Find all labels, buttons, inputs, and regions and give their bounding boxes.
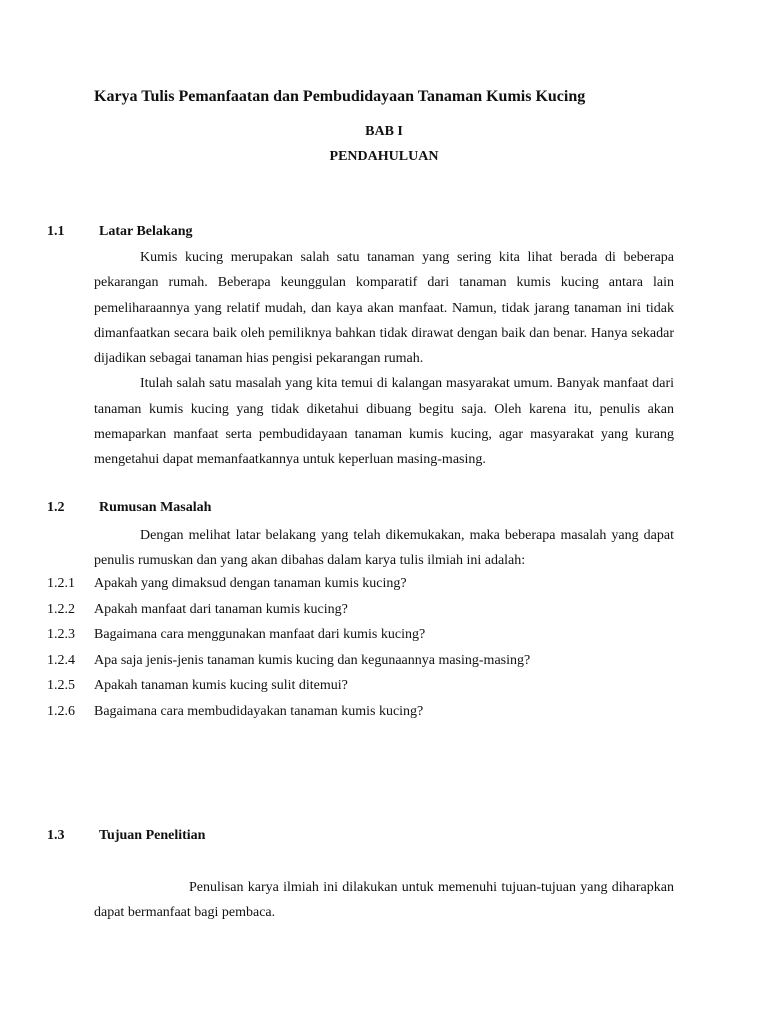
list-item bbox=[47, 627, 530, 653]
list-item-number: 1.2.4 bbox=[47, 652, 75, 668]
list-item-text: Apakah manfaat dari tanaman kumis kucing? bbox=[94, 601, 348, 617]
section-title: Rumusan Masalah bbox=[99, 500, 212, 515]
list-item-text: Bagaimana cara membudidayakan tanaman kumis kucing? bbox=[94, 703, 424, 719]
section-body bbox=[94, 523, 674, 574]
problem-list bbox=[47, 576, 530, 730]
document-title: Karya Tulis Pemanfaatan dan Pembudidayaan Tanaman Kumis Kucing bbox=[94, 88, 586, 105]
list-item bbox=[47, 576, 530, 602]
paragraph: Itulah salah satu masalah yang kita temui di kalangan masyarakat umum. Banyak manfaat dari tanaman kumis kucing yang tidak diketahui dibuang begitu saja. Oleh karena itu, penulis akan memaparkan manfaat serta pembudidayaan tanaman kumis kucing, agar masyarakat yang kurang mengetahui dapat memanfaatkannya untuk keperluan masing-masing. bbox=[94, 376, 674, 468]
section-number: 1.3 bbox=[47, 828, 65, 843]
chapter-number: BAB I bbox=[365, 124, 403, 139]
list-item-number: 1.2.3 bbox=[47, 627, 75, 643]
paragraph: Kumis kucing merupakan salah satu tanaman yang sering kita lihat berada di beberapa pekarangan rumah. Beberapa keunggulan komparatif dari tanaman kumis kucing antara lain pemeliharaannya yang relatif mudah, dan kaya akan manfaat. Namun, tidak jarang tanaman ini tidak dimanfaatkan secara baik oleh pemiliknya bahkan tidak dirawat dengan baik dan benar. Hanya sekadar dijadikan sebagai tanaman hias pengisi pekarangan rumah. bbox=[94, 250, 674, 367]
list-item-number: 1.2.1 bbox=[47, 576, 75, 591]
section-body bbox=[94, 875, 674, 926]
list-item bbox=[47, 653, 530, 679]
list-item bbox=[47, 704, 530, 730]
chapter-title: PENDAHULUAN bbox=[329, 149, 439, 164]
list-item-text: Bagaimana cara menggunakan manfaat dari kumis kucing? bbox=[94, 627, 426, 643]
list-item-number: 1.2.5 bbox=[47, 678, 75, 694]
paragraph: Dengan melihat latar belakang yang telah dikemukakan, maka beberapa masalah yang dapat penulis rumuskan dan yang akan dibahas dalam karya tulis ilmiah ini adalah: bbox=[94, 528, 674, 569]
list-item-text: Apakah tanaman kumis kucing sulit ditemui? bbox=[94, 678, 348, 694]
list-item bbox=[47, 602, 530, 628]
section-title: Latar Belakang bbox=[99, 224, 193, 239]
section-body bbox=[94, 245, 674, 473]
list-item-number: 1.2.2 bbox=[47, 601, 75, 617]
paragraph: Penulisan karya ilmiah ini dilakukan untuk memenuhi tujuan-tujuan yang diharapkan dapat bermanfaat bagi pembaca. bbox=[94, 880, 674, 921]
list-item bbox=[47, 678, 530, 704]
section-number: 1.1 bbox=[47, 224, 65, 239]
section-number: 1.2 bbox=[47, 500, 65, 515]
list-item-number: 1.2.6 bbox=[47, 703, 75, 719]
section-title: Tujuan Penelitian bbox=[99, 828, 206, 843]
list-item-text: Apa saja jenis-jenis tanaman kumis kucing dan kegunaannya masing-masing? bbox=[94, 652, 531, 668]
list-item-text: Apakah yang dimaksud dengan tanaman kumis kucing? bbox=[94, 576, 407, 591]
